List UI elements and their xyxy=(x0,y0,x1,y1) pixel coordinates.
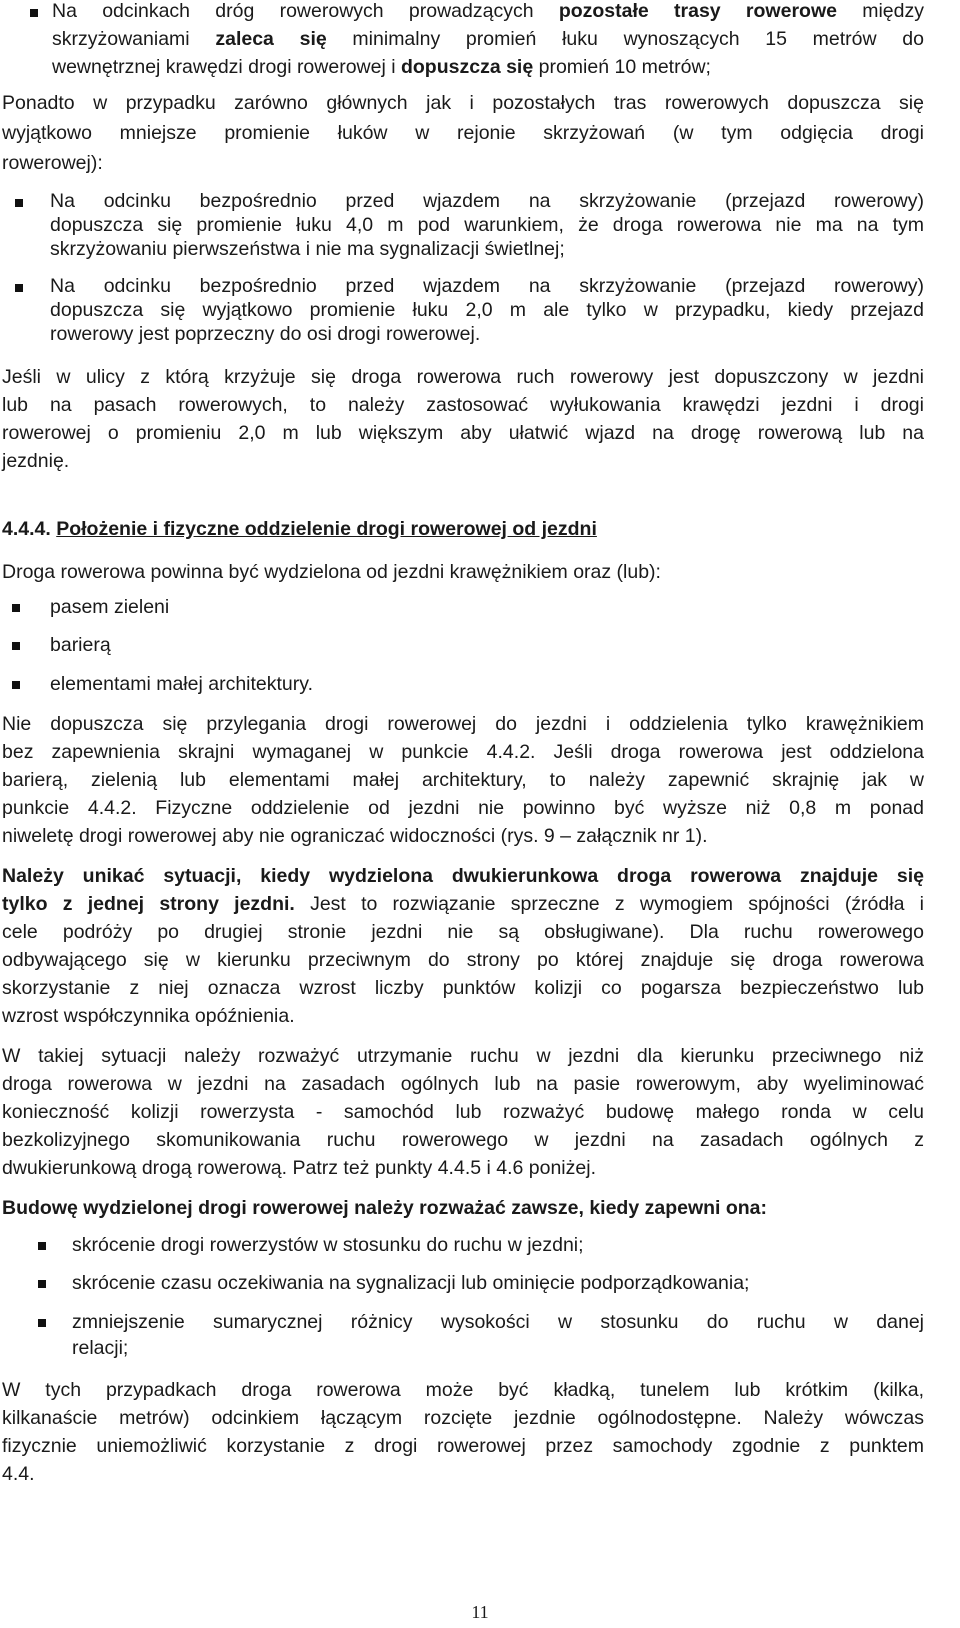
square-bullet-icon xyxy=(12,642,20,650)
document-page: Na odcinkach dróg rowerowych prowadzących pozostałe trasy rowerowe między skrzyżowaniami zaleca się minimalny promień łuku wynoszących 15 metrów do wewnętrznej krawędzi drogi rowerowej i dopuszcza się promień 10 metrów; Ponadto w przypadku zarówno głównych jak i pozostałych tras rowerowych dopuszcza się wyjątkowo mniejsze promienie łuków w rejonie skrzyżowań (w tym odgięcia drogi rowerowej): Na odcinku bezpośrednio przed wjazdem na skrzyżowanie (przejazd rowerowy) dopuszcza się promienie łuku 4,0 m pod warunkiem, że droga rowerowa nie ma na tym skrzyżowaniu pierwszeństwa i nie ma sygnalizacji świetlnej; Na odcinku bezpośrednio przed wjazdem na skrzyżowanie (przejazd rowerowy) dopuszcza się wyjątkowo promienie łuku 2,0 m ale tylko w przypadku, kiedy przejazd rowerowy jest poprzeczny do osi drogi rowerowej. Jeśli w ulicy z którą krzyżuje się droga rowerowa ruch rowerowy jest dopuszczony w jezdni lub na pasach rowerowych, to należy zastosować wyłukowania krawędzi jezdni i drogi rowerowej o promieniu 2,0 m lub większym aby ułatwić wjazd na drogę rowerową lub na jezdnię. 4.4.4. Położenie i fizyczne oddzielenie drogi rowerowej od jezdni Droga rowerowa powinna być wydzielona od jezdni krawężnikiem oraz (lub): pasem zieleni barierą elementami małej architektury. Nie dopuszcza się przylegania drogi rowerowej do jezdni i oddzielenia tylko krawężnikiem bez zapewnienia skrajni wymaganej w punkcie 4.4.2. Jeśli droga rowerowa jest oddzielona barierą, zielenią lub elementami małej architektury, to należy zapewnić skrajnię jak w punkcie 4.4.2. Fizyczne oddzielenie od jezdni nie powinno być wyższe niż 0,8 m ponad niweletę drogi rowerowej aby nie ograniczać widoczności (rys. 9 – załącznik nr 1). Należy unikać sytuacji, kiedy wydzielona dwukierunkowa droga rowerowa znajduje się tylko z jednej strony jezdni. Jest to rozwiązanie sprzeczne z wymogiem spójności (źródła i cele podróży po drugiej stronie jezdni nie są obsługiwane). Dla ruchu rowerowego odbywającego się w kierunku przeciwnym do strony po której znajduje się droga rowerowa skorzystanie z niej oznacza wzrost liczby punktów kolizji co pogarsza bezpieczeństwo lub wzrost współczynnika opóźnienia. W takiej sytuacji należy rozważyć utrzymanie ruchu w jezdni dla kierunku przeciwnego niż droga rowerowa w jezdni na zasadach ogólnych lub na pasie rowerowym, aby wyeliminować konieczność kolizji rowerzysta - samochód lub rozważyć budowę małego ronda w celu bezkolizyjnego skomunikowania ruchu rowerowego w jezdni na zasadach ogólnych z dwukierunkową drogą rowerową. Patrz też punkty 4.4.5 i 4.6 poniżej. Budowę wydzielonej drogi rowerowej należy rozważać zawsze, kiedy zapewni ona: skrócenie drogi rowerzystów w stosunku do ruchu w jezdni; skrócenie czasu oczekiwania na sygnalizacji lub ominięcie podporządkowania; zmniejszenie sumarycznej różnicy wysokości w stosunku do ruchu w danej relacji; W tych przypadkach droga rowerowa może być kładką, tunelem lub krótkim (kilka, kilkanaście metrów) odcinkiem łączącym rozcięte jezdnie ogólnodostępne. Należy wówczas fizycznie uniemożliwić korzystanie z drogi rowerowej przez samochody zgodnie z punktem 4.4. 11 xyxy=(0,0,960,1628)
square-bullet-icon xyxy=(15,199,23,207)
budowe-heading: Budowę wydzielonej drogi rowerowej należy rozważać zawsze, kiedy zapewni ona: xyxy=(2,1197,768,1219)
square-bullet-icon xyxy=(38,1242,46,1250)
page-number: 11 xyxy=(471,1602,489,1622)
section-heading: 4.4.4. Położenie i fizyczne oddzielenie drogi rowerowej od jezdni xyxy=(2,518,597,540)
square-bullet-icon xyxy=(38,1319,46,1327)
square-bullet-icon xyxy=(12,681,20,689)
square-bullet-icon xyxy=(15,284,23,292)
square-bullet-icon xyxy=(38,1280,46,1288)
square-bullet-icon xyxy=(12,604,20,612)
paragraph-droga-intro: Droga rowerowa powinna być wydzielona od jezdni krawężnikiem oraz (lub): xyxy=(2,561,661,583)
square-bullet-icon xyxy=(30,9,38,17)
